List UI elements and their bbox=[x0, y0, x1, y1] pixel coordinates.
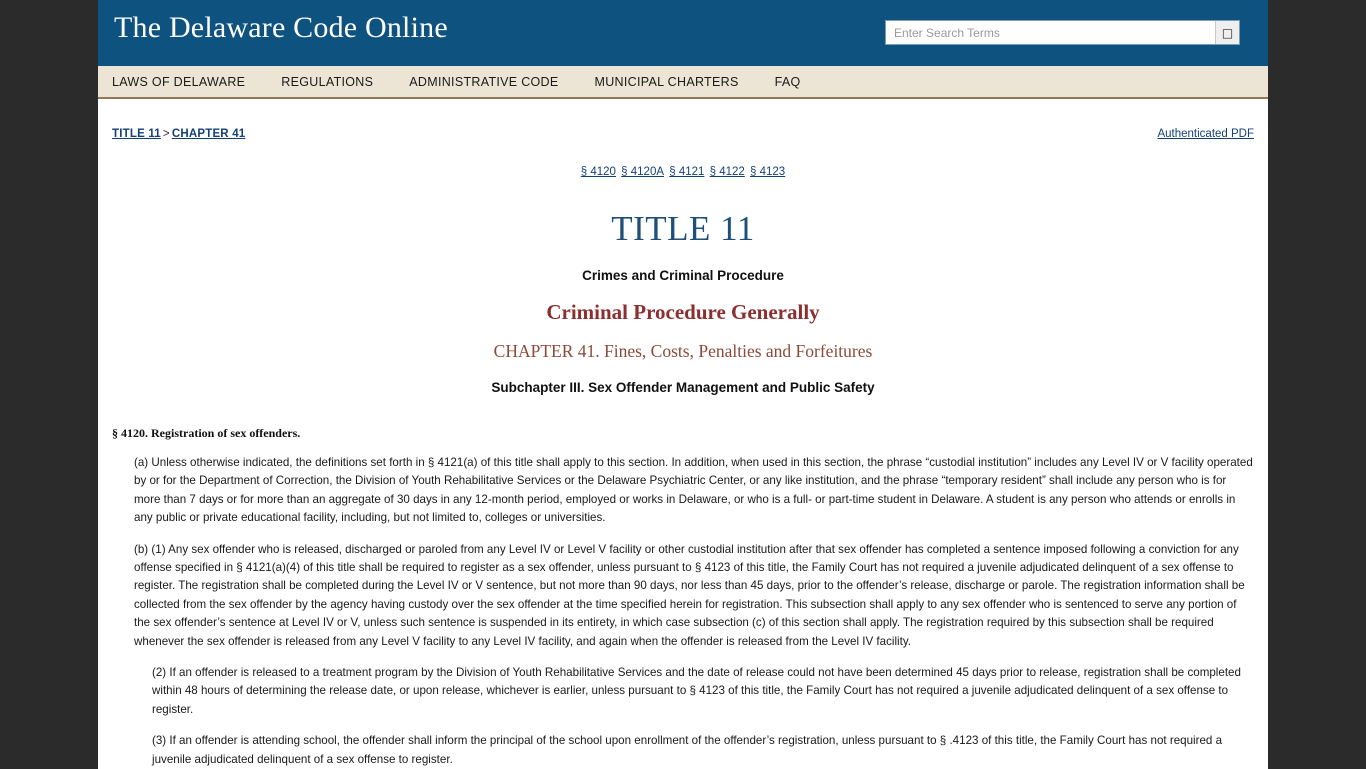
section-link-4120a[interactable]: § 4120A bbox=[621, 166, 665, 178]
section-link-4123[interactable]: § 4123 bbox=[750, 166, 786, 178]
paragraph-b2: (2) If an offender is released to a treatment program by the Division of Youth Rehabilitative Services and the date of release could not have been determined 45 days prior to release, registration shall be completed within 48 hours of determining the release date, or upon release, whichever is earlier, unless pursuant to § 4123 of this title, the Family Court has not required a juvenile adjudicated delinquent of a sex offense to register. bbox=[152, 666, 1241, 716]
breadcrumb-link-title[interactable]: TITLE 11 bbox=[112, 128, 161, 140]
nav-item-laws-of-delaware[interactable]: LAWS OF DELAWARE bbox=[112, 74, 246, 89]
document-title-block bbox=[112, 209, 1254, 395]
page-title: TITLE 11 bbox=[611, 209, 755, 248]
search-box bbox=[885, 20, 1240, 45]
breadcrumb-row bbox=[112, 99, 1254, 140]
search-input[interactable] bbox=[886, 21, 1215, 44]
section-link-4121[interactable]: § 4121 bbox=[669, 166, 705, 178]
section-heading: § 4120. Registration of sex offenders. bbox=[112, 426, 301, 440]
nav-item-faq[interactable]: FAQ bbox=[774, 74, 801, 89]
nav-item-administrative-code[interactable]: ADMINISTRATIVE CODE bbox=[409, 74, 559, 89]
nav-item-regulations[interactable]: REGULATIONS bbox=[281, 74, 374, 89]
authenticated-pdf-link[interactable]: Authenticated PDF bbox=[1157, 128, 1254, 140]
section-link-4120[interactable]: § 4120 bbox=[580, 166, 616, 178]
document-subchapter: Subchapter III. Sex Offender Management and Public Safety bbox=[491, 380, 875, 395]
document-chapter: CHAPTER 41. Fines, Costs, Penalties and Forfeitures bbox=[493, 341, 873, 361]
document-subtitle: Crimes and Criminal Procedure bbox=[582, 268, 784, 283]
document-part: Criminal Procedure Generally bbox=[546, 300, 820, 324]
breadcrumb-separator: > bbox=[162, 128, 170, 140]
section-link-4122[interactable]: § 4122 bbox=[709, 166, 745, 178]
section-links bbox=[112, 166, 1254, 178]
breadcrumb bbox=[112, 128, 245, 140]
paragraph-a: (a) Unless otherwise indicated, the definitions set forth in § 4121(a) of this title shall apply to this section. In addition, when used in this section, the phrase “custodial institution” includes any Level IV or V facility operated by or for the Department of Correction, the Division of Youth Rehabilitative Services or the Delaware Psychiatric Center, or any like institution, and the phrase “temporary resident” shall include any person who is for more than 7 days or for more than an aggregate of 30 days in any 12-month period, employed or works in Delaware, or who is a full- or part-time student in Delaware. A student is any person who attends or enrolls in any public or private educational facility, including, but not limited to, colleges or universities. bbox=[134, 456, 1253, 525]
page-container bbox=[98, 0, 1268, 769]
main-navigation bbox=[98, 66, 1268, 99]
breadcrumb-link-chapter[interactable]: CHAPTER 41 bbox=[171, 128, 246, 140]
paragraph-b3: (3) If an offender is attending school, the offender shall inform the principal of the school upon enrollment of the offender’s registration, unless pursuant to § .4123 of this title, the Family Court has not required a juvenile adjudicated delinquent of a sex offense to register. bbox=[152, 734, 1223, 766]
content-area bbox=[98, 99, 1268, 769]
nav-item-municipal-charters[interactable]: MUNICIPAL CHARTERS bbox=[594, 74, 739, 89]
site-title: The Delaware Code Online bbox=[114, 11, 448, 44]
site-header bbox=[98, 0, 1268, 66]
search-icon-button[interactable]: □ bbox=[1215, 21, 1239, 44]
paragraph-b1: (b) (1) Any sex offender who is released, discharged or paroled from any Level IV or Level V facility or other custodial institution after that sex offender has completed a sentence imposed following a conviction for any offense specified in § 4121(a)(4) of this title shall be required to register as a sex offender, unless pursuant to § 4123 of this title, the Family Court has not required a juvenile adjudicated delinquent of a sex offense to register. The registration shall be completed during the Level IV or V sentence, but not more than 90 days, nor less than 45 days, prior to the offender’s release, discharge or parole. The registration information shall be collected from the sex offender by the agency having custody over the sex offender at the time specified herein for registration. This subsection shall apply to any sex offender who is sentenced to serve any portion of the sex offender’s sentence at Level IV or V, unless such sentence is suspended in its entirety, in which case subsection (c) of this section shall apply. The registration required by this subsection shall be required whenever the sex offender is released from any Level V facility to any Level IV facility, and again when the offender is released from the Level IV facility. bbox=[134, 542, 1245, 648]
